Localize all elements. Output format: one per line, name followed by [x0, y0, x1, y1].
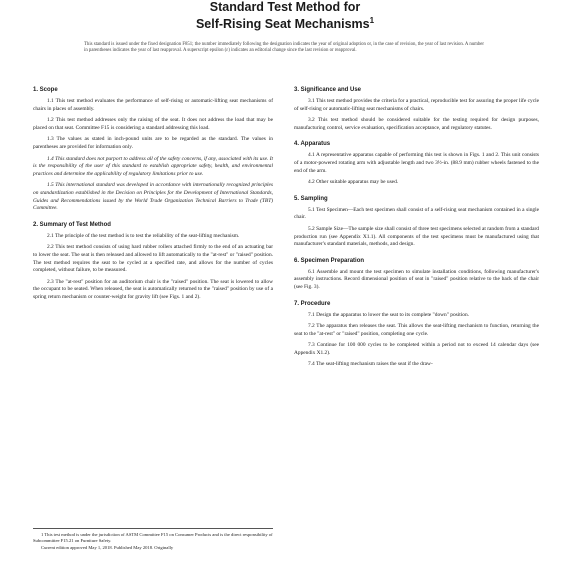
section-heading: 4. Apparatus — [294, 141, 331, 148]
paragraph: 1.2 This test method addresses only the raising of the seat. It does not address the load that may be placed on that seat. Committee F15 is considering a standard addressing this load. — [33, 117, 273, 131]
paragraph: 3.1 This test method provides the criteria for a practical, reproducible test for assuring the proper life cycle of self-rising or automatic-lifting seat mechanisms of chairs. — [294, 98, 539, 112]
title-line-2 — [0, 14, 570, 31]
section-heading: 7. Procedure — [294, 300, 331, 307]
paragraph: 1.1 This test method evaluates the performance of self-rising or automatic-lifting seat mechanisms of chairs in places of assembly. — [33, 98, 273, 112]
paragraph: 2.1 The principle of the test method is to test the reliability of the seat-lifting mechanism. — [47, 232, 240, 239]
section-heading: 6. Specimen Preparation — [294, 257, 365, 264]
paragraph: 5.2 Sample Size—The sample size shall consist of three test specimens selected at random from a standard production run (see Appendix X1.1). All components of the test specimens must be manufactured using that manufacturer's standard materials, methods, and design. — [294, 225, 539, 248]
paragraph: 4.2 Other suitable apparatus may be used. — [308, 179, 399, 186]
paragraph: 5.1 Test Specimen—Each test specimen shall consist of a self-rising seat mechanism contained in a single chair. — [294, 206, 539, 221]
title-line-1: Standard Test Method for — [209, 0, 361, 14]
section-heading: 1. Scope — [33, 87, 58, 93]
paragraph: 1.4 This standard does not purport to address all of the safety concerns, if any, associated with its use. It is the responsibility of the user of this standard to establish appropriate safety, health, and environmental practices and determine the applicability of regulatory limitations prior to use. — [33, 155, 273, 177]
paragraph: 1.3 The values as stated in inch-pound units are to be regarded as the standard. The values in parentheses are provided for information only. — [33, 136, 273, 150]
paragraph: 1.5 This international standard was developed in accordance with internationally recognized principles on standardization established in the Decision on Principles for the Development of International Standards, Guides and Recommendations issued by the World Trade Organization Technical Barriers to Trade (TBT) Committee. — [33, 182, 273, 212]
paragraph: 4.1 A representative apparatus capable of performing this test is shown in Figs. 1 and 2. This unit consists of a motor-powered rotating arm with adjustable length and two 3½-in. (88.9 mm) rubber wheels fastened to the end of the arm. — [294, 152, 539, 174]
footnotes — [33, 528, 273, 553]
paragraph: 7.4 The seat-lifting mechanism raises the seat if the draw- — [308, 361, 433, 368]
paragraph: 2.3 The "at-rest" position for an auditorium chair is the "raised" position. The seat is lowered to allow the occupant to be seated. When released, the seat is automatically returned to the "raised" position by use of a spring return mechanism or counter-weight for gravity lift (see Figs. 1 and 2). — [33, 278, 273, 300]
right-column — [294, 86, 539, 373]
title-text: Self-Rising Seat Mechanisms — [195, 17, 370, 32]
left-column — [33, 86, 273, 305]
footnote: Current edition approved May 1, 2018. Published May 2018. Originally — [41, 545, 174, 551]
paragraph: 3.2 This test method should be considered suitable for the testing required for design purposes, manufacturing control, service evaluation, specification acceptance, and regulatory statutes. — [294, 117, 539, 131]
paragraph: 7.3 Continue for 100 000 cycles to be completed within a period not to exceed 14 calendar days (see Appendix X1.2). — [294, 342, 539, 356]
paragraph: 7.1 Design the apparatus to lower the seat to its complete "down" position. — [308, 311, 469, 318]
title-footnote-mark: 1 — [369, 16, 375, 25]
paragraph: 2.2 This test method consists of using hard rubber rollers attached firmly to the end of an actuating bar to lower the seat. The seat is then released and allowed to lift automatically to the "at-rest" or "raised" position. The test method requires the seat to be cycled at a specified rate, and allows for the number of cycles completed, without failure, to be measured. — [33, 244, 273, 274]
section-heading: 2. Summary of Test Method — [33, 221, 111, 228]
section-heading: 5. Sampling — [294, 195, 328, 202]
designation-note: This standard is issued under the fixed designation F851; the number immediately following the designation indicates the year of original adoption or, in the case of revision, the year of last revision. A number in parentheses indicates the year of last reapproval. A superscript epsilon (ε) indicates an editorial change since the last revision or reapproval. — [84, 42, 484, 53]
footnote: 1 This test method is under the jurisdiction of ASTM Committee F15 on Consumer Products and is the direct responsibility of Subcommittee F15.21 on Furniture Safety. — [33, 532, 273, 543]
document-title — [0, 0, 570, 31]
paragraph: 7.2 The apparatus then releases the seat. This allows the seat-lifting mechanism to function, returning the seat to the "at-rest" or "raised" position, completing one cycle. — [294, 323, 539, 337]
paragraph: 6.1 Assemble and mount the test specimen to simulate installation conditions, following manufacturer's assembly instructions. Record dimensional position of seat in "raised" position relative to the back of the chair (see Fig. 3). — [294, 268, 539, 290]
section-heading: 3. Significance and Use — [294, 87, 362, 93]
